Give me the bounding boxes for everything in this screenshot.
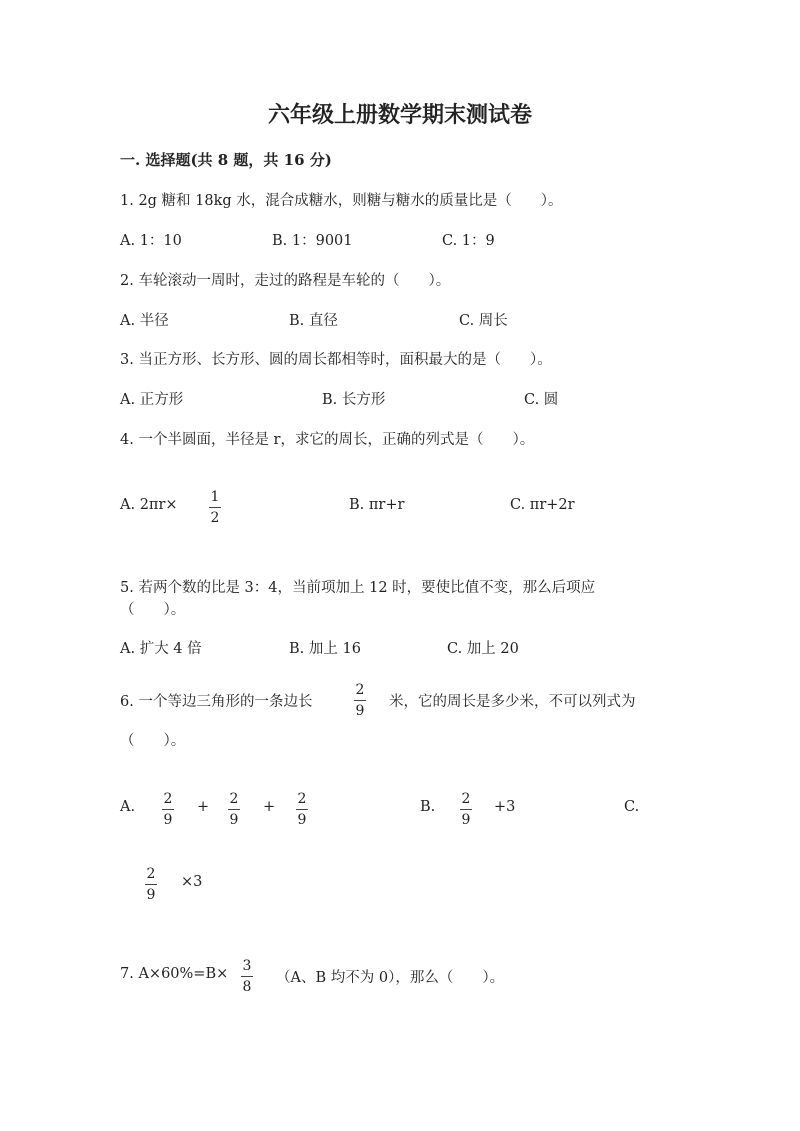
question-4: 4. 一个半圆面，半径是 r，求它的周长，正确的列式是（ ）。 [120, 432, 535, 448]
fraction-denominator: 9 [146, 887, 156, 903]
fraction-numerator: 1 [210, 489, 220, 505]
fraction-numerator: 2 [461, 791, 471, 807]
fraction-denominator: 9 [163, 812, 173, 828]
q6-option-c: C. [624, 799, 640, 815]
q5-option-b: B. 加上 16 [289, 641, 361, 657]
q6-c-suffix: ×3 [181, 874, 203, 890]
q6-a-fraction-2 [228, 791, 240, 828]
fraction-numerator: 2 [229, 791, 239, 807]
fraction-numerator: 2 [297, 791, 307, 807]
fraction-numerator: 2 [163, 791, 173, 807]
plus-sign: + [263, 799, 276, 815]
fraction-numerator: 3 [242, 958, 252, 974]
q2-option-a: A. 半径 [120, 313, 169, 329]
q6-option-b: B. [420, 799, 436, 815]
q5-option-c: C. 加上 20 [447, 641, 519, 657]
fraction-denominator: 8 [242, 979, 252, 995]
question-5-line-1: 5. 若两个数的比是 3：4，当前项加上 12 时，要使比值不变，那么后项应 [120, 580, 596, 596]
q1-option-c: C. 1：9 [442, 233, 495, 249]
q1-option-b: B. 1：9001 [272, 233, 353, 249]
section-heading: 一. 选择题(共 8 题，共 16 分) [120, 151, 332, 169]
q3-option-a: A. 正方形 [120, 392, 184, 408]
fraction-numerator: 2 [146, 866, 156, 882]
q5-option-a: A. 扩大 4 倍 [120, 641, 202, 657]
question-5-line-2: （ ）。 [120, 602, 186, 618]
q6-b-suffix: +3 [494, 799, 516, 815]
question-1: 1. 2g 糖和 18kg 水，混合成糖水，则糖与糖水的质量比是（ ）。 [120, 193, 563, 209]
q6-c-fraction [145, 866, 157, 903]
fraction-denominator: 9 [229, 812, 239, 828]
q1-option-a: A. 1：10 [120, 233, 182, 249]
q6-fraction [354, 682, 366, 719]
q4-option-c: C. πr+2r [510, 497, 575, 513]
question-6-line-2: （ ）。 [120, 733, 186, 749]
question-7-part-a: 7. A×60%=B× [120, 966, 229, 982]
q6-a-fraction-3 [296, 791, 308, 828]
q7-fraction [241, 958, 253, 995]
q3-option-c: C. 圆 [524, 392, 559, 408]
fraction-numerator: 2 [355, 682, 365, 698]
question-3: 3. 当正方形、长方形、圆的周长都相等时，面积最大的是（ ）。 [120, 352, 552, 368]
q6-option-a: A. [120, 799, 136, 815]
q6-b-fraction [460, 791, 472, 828]
question-2: 2. 车轮滚动一周时，走过的路程是车轮的（ ）。 [120, 273, 451, 289]
q4-option-a: A. 2πr× [120, 497, 178, 513]
plus-sign: + [197, 799, 210, 815]
question-7-part-b: （A、B 均不为 0），那么（ ）。 [276, 970, 505, 986]
q4-option-b: B. πr+r [349, 497, 405, 513]
q2-option-b: B. 直径 [289, 313, 338, 329]
fraction-denominator: 9 [297, 812, 307, 828]
question-6-line-1b: 米，它的周长是多少米，不可以列式为 [389, 694, 636, 710]
q4-fraction [209, 489, 221, 526]
fraction-denominator: 9 [355, 703, 365, 719]
fraction-denominator: 2 [210, 510, 220, 526]
question-6-line-1a: 6. 一个等边三角形的一条边长 [120, 694, 313, 710]
q2-option-c: C. 周长 [459, 313, 508, 329]
fraction-denominator: 9 [461, 812, 471, 828]
page-title: 六年级上册数学期末测试卷 [267, 102, 532, 128]
q3-option-b: B. 长方形 [322, 392, 386, 408]
q6-a-fraction-1 [162, 791, 174, 828]
